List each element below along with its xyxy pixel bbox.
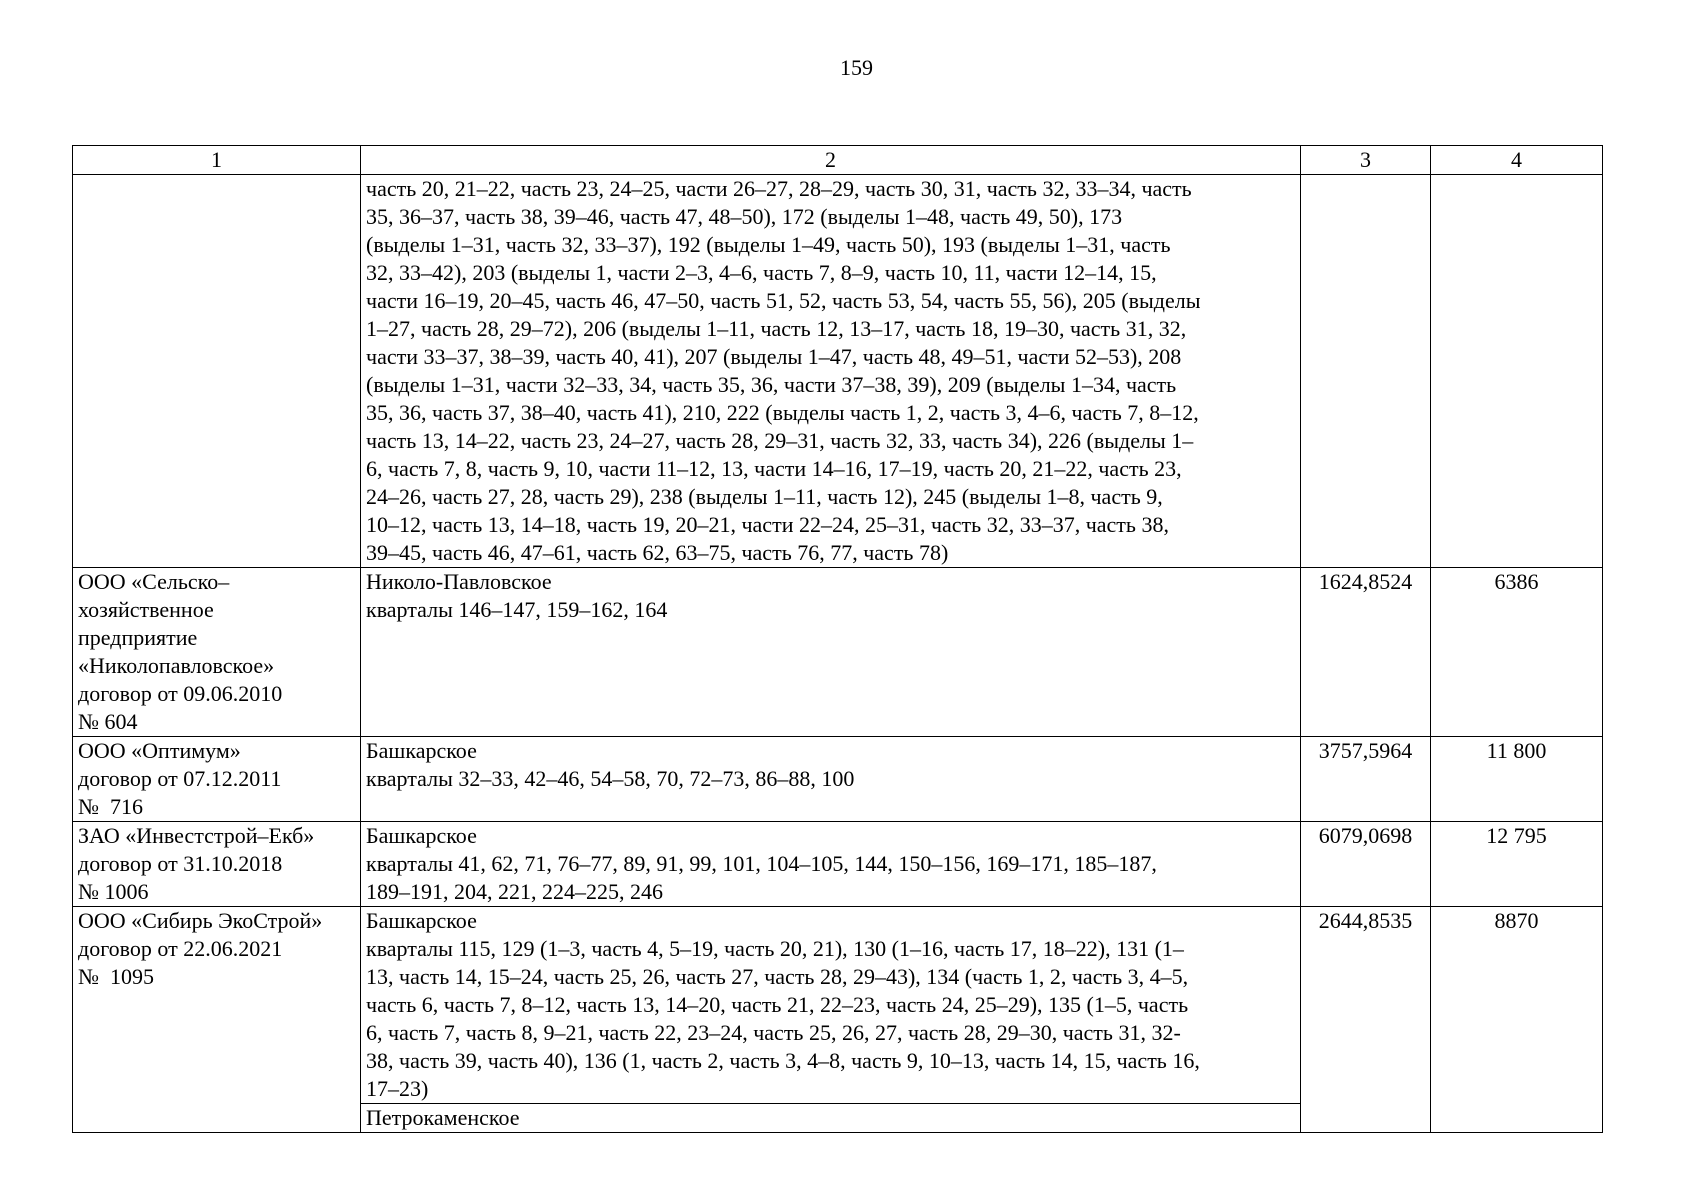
- location-cell: [361, 907, 1301, 1104]
- org-line: предприятие: [78, 625, 198, 650]
- location-line: 189–191, 204, 221, 224–225, 246: [366, 879, 663, 904]
- location-line: части 33–37, 38–39, часть 40, 41), 207 (выделы 1–47, часть 48, 49–51, части 52–53), 208: [366, 344, 1182, 369]
- location-line: кварталы 115, 129 (1–3, часть 4, 5–19, часть 20, 21), 130 (1–16, часть 17, 18–22), 131 (1–: [366, 936, 1184, 961]
- volume-cell: 11 800: [1431, 737, 1603, 822]
- org-cell: [73, 737, 361, 822]
- location-cell-secondary: Петрокаменское: [361, 1104, 1301, 1133]
- table-row-investstroy: [73, 822, 1603, 907]
- location-line: 39–45, часть 46, 47–61, часть 62, 63–75, часть 76, 77, часть 78): [366, 540, 949, 565]
- org-cell: [73, 907, 361, 1133]
- org-cell: [73, 822, 361, 907]
- location-line: Башкарское: [366, 823, 477, 848]
- location-line: часть 6, часть 7, 8–12, часть 13, 14–20, часть 21, 22–23, часть 24, 25–29), 135 (1–5, часть: [366, 992, 1189, 1017]
- header-cell-4: 4: [1431, 146, 1603, 175]
- location-line: 38, часть 39, часть 40), 136 (1, часть 2, часть 3, 4–8, часть 9, 10–13, часть 14, 15, часть 16,: [366, 1048, 1200, 1073]
- org-cell: [73, 568, 361, 737]
- table-row-sibir-ekostroy: [73, 907, 1603, 1104]
- area-cell: [1301, 175, 1431, 568]
- location-line: 13, часть 14, 15–24, часть 25, 26, часть 27, часть 28, 29–43), 134 (часть 1, 2, часть 3, 4–5,: [366, 964, 1189, 989]
- org-line: договор от 31.10.2018: [78, 851, 283, 876]
- area-cell: 1624,8524: [1301, 568, 1431, 737]
- location-line: 6, часть 7, 8, часть 9, 10, части 11–12, 13, части 14–16, 17–19, часть 20, 21–22, часть 23,: [366, 456, 1182, 481]
- org-line: № 1095: [78, 964, 154, 989]
- table-row-continuation: [73, 175, 1603, 568]
- org-line: № 1006: [78, 879, 149, 904]
- location-line: Башкарское: [366, 908, 477, 933]
- table-row-nikolopavlovskoe: [73, 568, 1603, 737]
- data-table: [72, 145, 1603, 1133]
- location-line: Николо-Павловское: [366, 569, 552, 594]
- org-line: договор от 07.12.2011: [78, 766, 282, 791]
- page-number: 159: [840, 55, 873, 80]
- location-line: 24–26, часть 27, 28, часть 29), 238 (выделы 1–11, часть 12), 245 (выделы 1–8, часть 9,: [366, 484, 1163, 509]
- location-line: 35, 36–37, часть 38, 39–46, часть 47, 48–50), 172 (выделы 1–48, часть 49, 50), 173: [366, 204, 1123, 229]
- org-line: ЗАО «Инвестстрой–Екб»: [78, 823, 315, 848]
- header-cell-3: 3: [1301, 146, 1431, 175]
- area-cell: 2644,8535: [1301, 907, 1431, 1133]
- org-cell: [73, 175, 361, 568]
- org-line: хозяйственное: [78, 597, 214, 622]
- location-line: (выделы 1–31, часть 32, 33–37), 192 (выделы 1–49, часть 50), 193 (выделы 1–31, часть: [366, 232, 1171, 257]
- location-line: часть 20, 21–22, часть 23, 24–25, части 26–27, 28–29, часть 30, 31, часть 32, 33–34, часть: [366, 176, 1192, 201]
- location-line: кварталы 146–147, 159–162, 164: [366, 597, 668, 622]
- volume-cell: 8870: [1431, 907, 1603, 1133]
- area-cell: 6079,0698: [1301, 822, 1431, 907]
- org-line: № 716: [78, 794, 143, 819]
- org-line: ООО «Оптимум»: [78, 738, 241, 763]
- volume-cell: [1431, 175, 1603, 568]
- location-line: части 16–19, 20–45, часть 46, 47–50, часть 51, 52, часть 53, 54, часть 55, 56), 205 (выделы: [366, 288, 1201, 313]
- volume-cell: 12 795: [1431, 822, 1603, 907]
- header-cell-1: 1: [73, 146, 361, 175]
- location-cell: [361, 568, 1301, 737]
- location-line: 32, 33–42), 203 (выделы 1, части 2–3, 4–6, часть 7, 8–9, часть 10, 11, части 12–14, 15,: [366, 260, 1157, 285]
- location-line: часть 13, 14–22, часть 23, 24–27, часть 28, 29–31, часть 32, 33, часть 34), 226 (выделы 1–: [366, 428, 1194, 453]
- location-line: 17–23): [366, 1076, 429, 1101]
- location-line: кварталы 41, 62, 71, 76–77, 89, 91, 99, 101, 104–105, 144, 150–156, 169–171, 185–187,: [366, 851, 1157, 876]
- org-line: № 604: [78, 709, 138, 734]
- table-row-optimum: [73, 737, 1603, 822]
- header-cell-2: 2: [361, 146, 1301, 175]
- location-cell: [361, 175, 1301, 568]
- location-line: Башкарское: [366, 738, 477, 763]
- location-cell: [361, 822, 1301, 907]
- location-line: 6, часть 7, часть 8, 9–21, часть 22, 23–24, часть 25, 26, 27, часть 28, 29–30, часть 31, 32-: [366, 1020, 1181, 1045]
- org-line: «Николопавловское»: [78, 653, 275, 678]
- location-line: (выделы 1–31, части 32–33, 34, часть 35, 36, части 37–38, 39), 209 (выделы 1–34, часть: [366, 372, 1177, 397]
- location-line: 35, 36, часть 37, 38–40, часть 41), 210, 222 (выделы часть 1, 2, часть 3, 4–6, часть 7, 8–12,: [366, 400, 1199, 425]
- org-line: договор от 22.06.2021: [78, 936, 283, 961]
- org-line: договор от 09.06.2010: [78, 681, 283, 706]
- volume-cell: 6386: [1431, 568, 1603, 737]
- location-line: 10–12, часть 13, 14–18, часть 19, 20–21, части 22–24, 25–31, часть 32, 33–37, часть 38,: [366, 512, 1169, 537]
- org-line: ООО «Сельско–: [78, 569, 230, 594]
- location-line: 1–27, часть 28, 29–72), 206 (выделы 1–11, часть 12, 13–17, часть 18, 19–30, часть 31, 32,: [366, 316, 1187, 341]
- area-cell: 3757,5964: [1301, 737, 1431, 822]
- table-header-row: [73, 146, 1603, 175]
- org-line: ООО «Сибирь ЭкоСтрой»: [78, 908, 323, 933]
- location-line: кварталы 32–33, 42–46, 54–58, 70, 72–73, 86–88, 100: [366, 766, 855, 791]
- location-cell: [361, 737, 1301, 822]
